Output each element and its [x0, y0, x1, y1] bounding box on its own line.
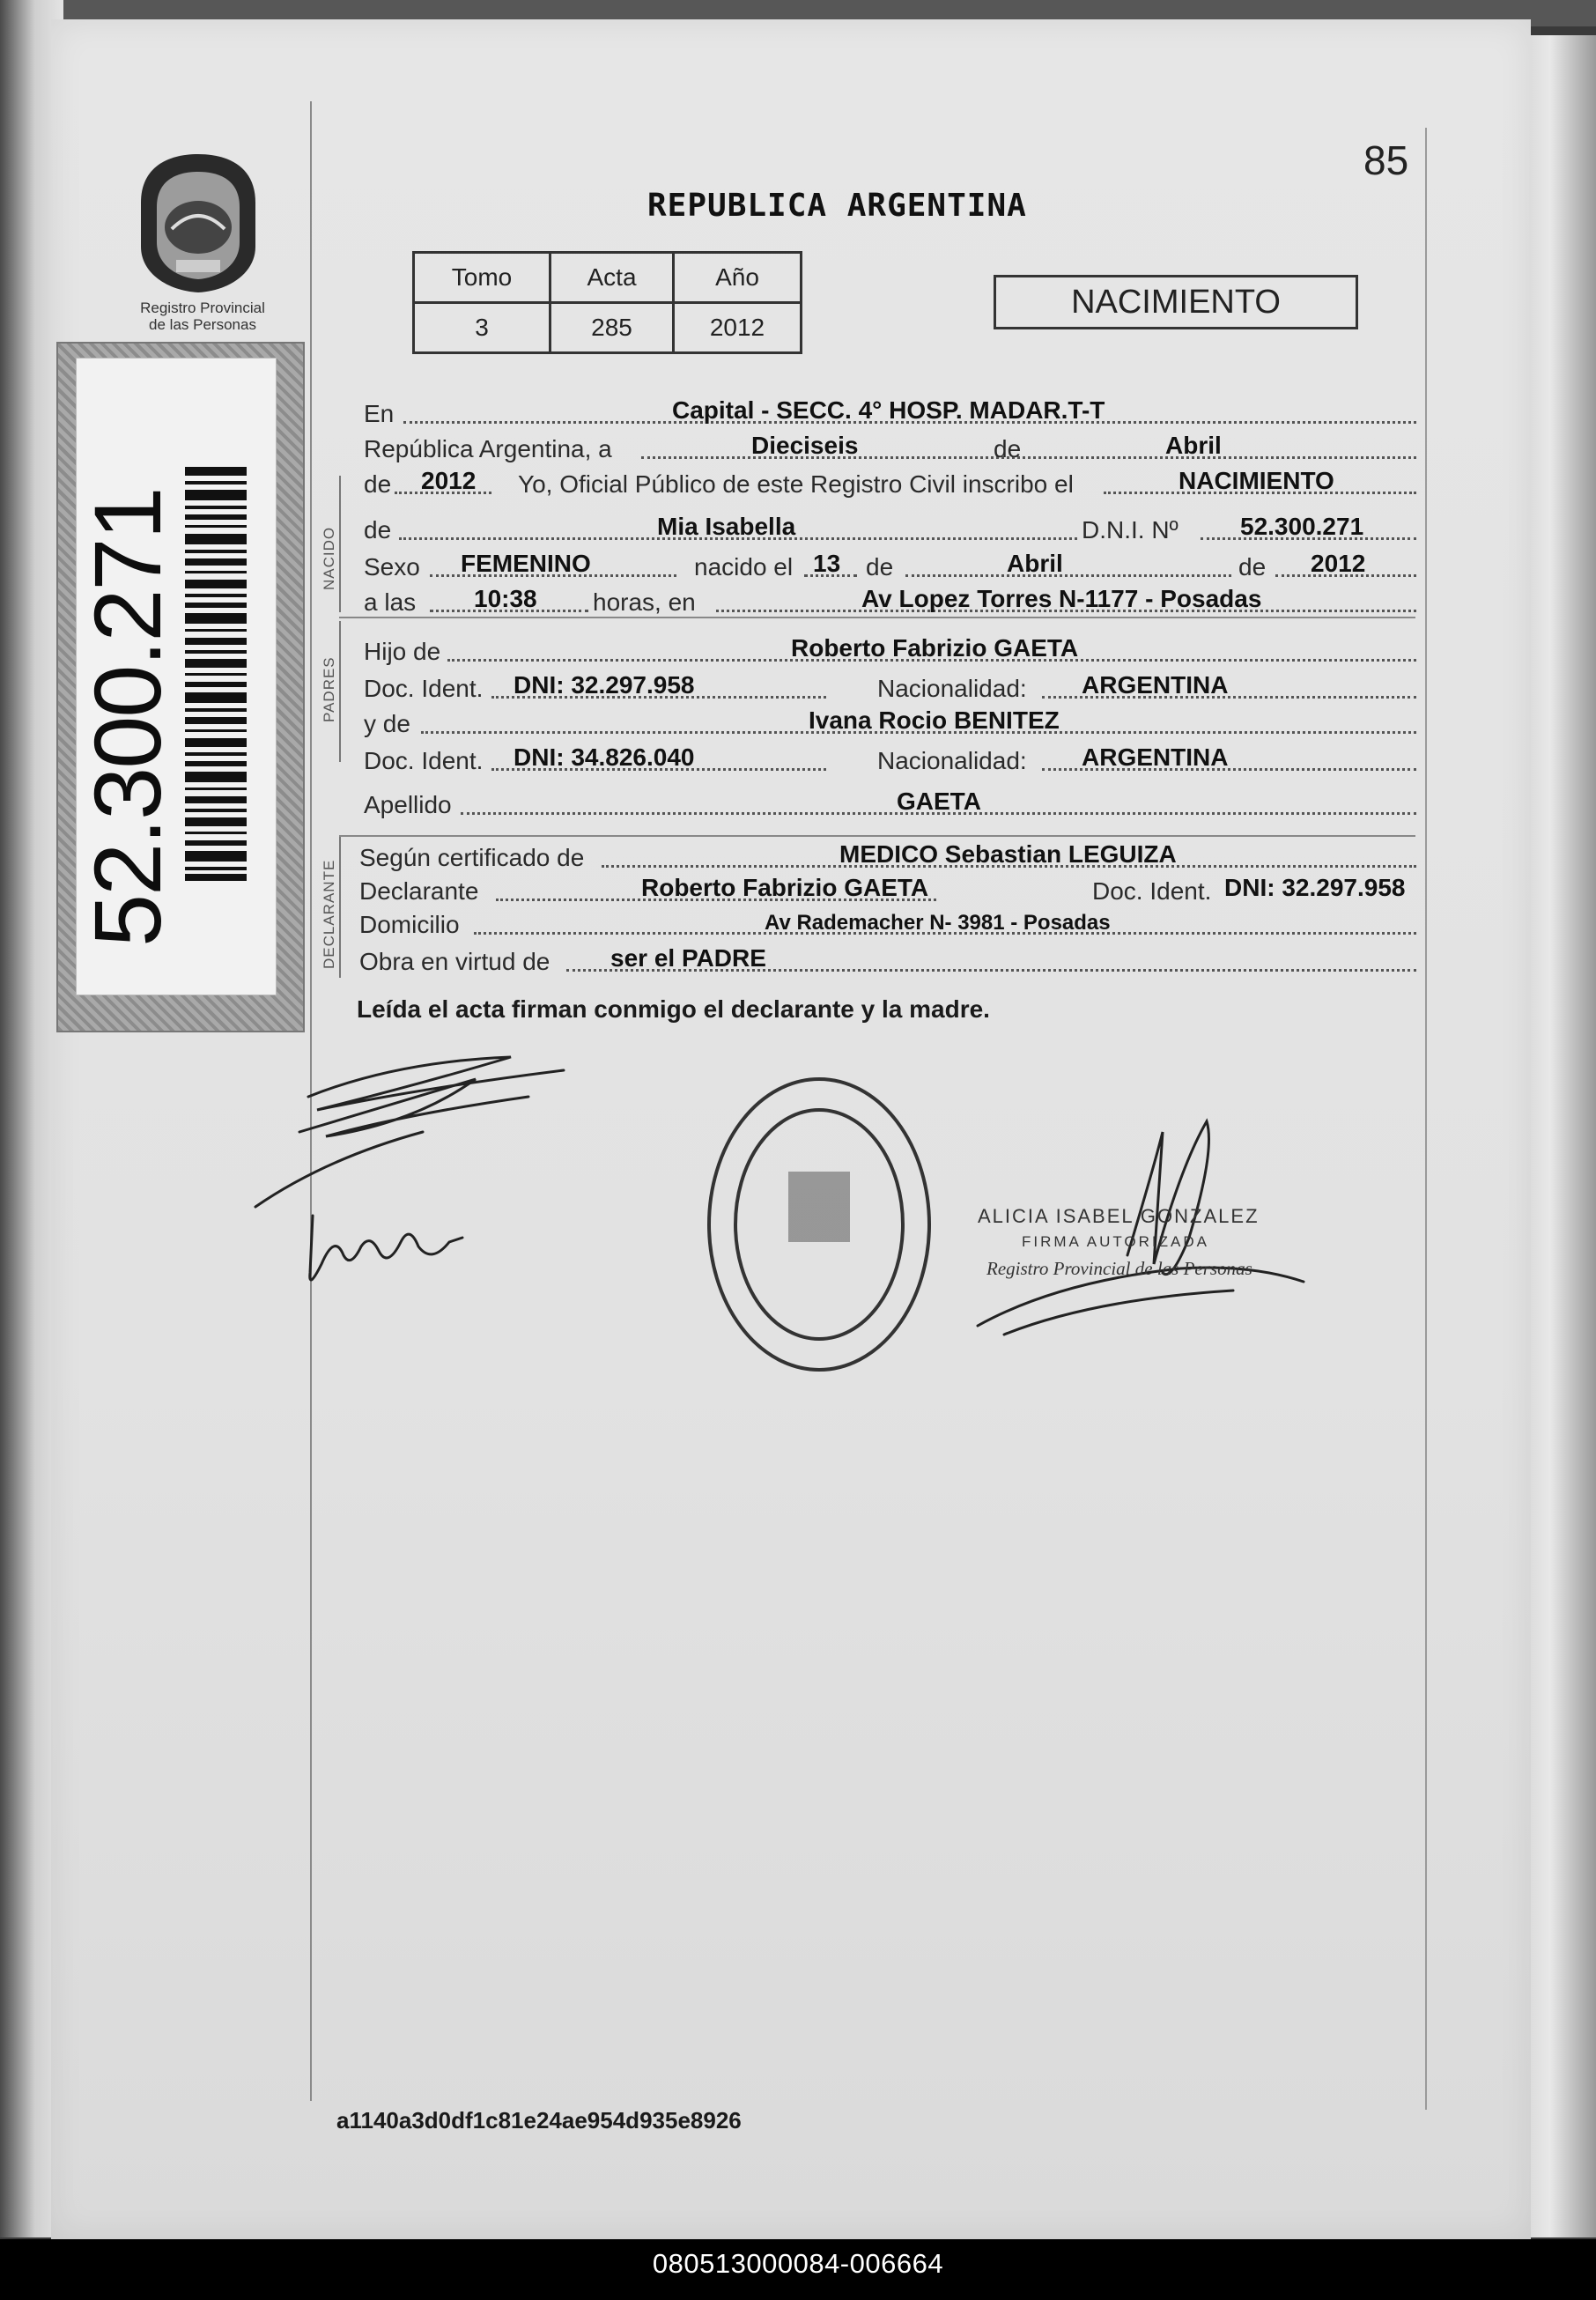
label-republica: República Argentina, a	[364, 435, 612, 462]
record-type-box: NACIMIENTO	[994, 275, 1358, 329]
value-mother-dni: DNI: 34.826.040	[514, 743, 695, 771]
closing-statement: Leída el acta firman conmigo el declarante y la madre.	[357, 995, 990, 1023]
value-birth-place: Av Lopez Torres N-1177 - Posadas	[861, 585, 1262, 612]
row-hijo	[359, 631, 1416, 669]
label-dni: D.N.I. Nº	[1082, 516, 1179, 544]
value-child-name: Mia Isabella	[657, 513, 796, 540]
value-declarant-dni: DNI: 32.297.958	[1224, 874, 1406, 901]
value-certifier: MEDICO Sebastian LEGUIZA	[839, 840, 1177, 868]
value-month: Abril	[1165, 432, 1222, 459]
value-father-name: Roberto Fabrizio GAETA	[791, 634, 1079, 662]
label-doc-ident: Doc. Ident.	[1092, 877, 1212, 905]
value-day-text: Dieciseis	[751, 432, 859, 459]
label-apellido: Apellido	[364, 791, 452, 818]
value-role: ser el PADRE	[610, 944, 766, 972]
value-child-dni: 52.300.271	[1240, 513, 1364, 540]
provincial-emblem-icon	[123, 150, 273, 295]
table-value-acta: 285	[550, 303, 674, 353]
row-anio	[359, 463, 1416, 502]
label-en: En	[364, 400, 395, 427]
label-y-de: y de	[364, 710, 410, 737]
label-de: de	[866, 553, 894, 581]
label-declarante: Declarante	[359, 877, 479, 905]
row-obra	[359, 941, 1416, 980]
value-father-nationality: ARGENTINA	[1082, 671, 1229, 699]
row-en	[359, 393, 1416, 432]
padres-section-bar	[339, 621, 341, 762]
declarante-section-bar	[339, 837, 341, 978]
official-stamp-icon	[696, 1057, 951, 1392]
label-obra: Obra en virtud de	[359, 948, 550, 975]
label-de: de	[364, 470, 392, 498]
label-hijo: Hijo de	[364, 638, 441, 665]
row-republica	[359, 428, 1416, 467]
row-y-de	[359, 703, 1416, 742]
table-header-acta: Acta	[550, 253, 674, 303]
row-nombre	[359, 509, 1416, 548]
value-place: Capital - SECC. 4° HOSP. MADAR.T-T	[672, 396, 1105, 424]
value-year: 2012	[421, 467, 477, 494]
label-domicilio: Domicilio	[359, 911, 460, 938]
value-declarant-name: Roberto Fabrizio GAETA	[641, 874, 929, 901]
row-doc-father	[359, 668, 1416, 706]
table-header-tomo: Tomo	[414, 253, 550, 303]
padres-section-label: PADRES	[321, 656, 337, 722]
label-de: de	[994, 435, 1022, 462]
value-address: Av Rademacher N- 3981 - Posadas	[765, 911, 1111, 935]
nacido-section-bar	[339, 476, 341, 612]
label-de: de	[364, 516, 392, 544]
row-apellido	[359, 784, 1416, 823]
value-event: NACIMIENTO	[1179, 467, 1334, 494]
dotted-line	[905, 574, 1231, 577]
country-title: REPUBLICA ARGENTINA	[647, 188, 1027, 224]
label-doc-ident: Doc. Ident.	[364, 675, 484, 702]
label-hours: horas, en	[593, 588, 696, 616]
registry-statement: Yo, Oficial Público de este Registro Civil inscribo el	[518, 470, 1074, 498]
official-signature-icon	[951, 1114, 1321, 1343]
label-nationality: Nacionalidad:	[877, 675, 1027, 702]
right-page-edge	[1519, 35, 1596, 2237]
signer-office: Registro Provincial de las Personas	[986, 1258, 1252, 1279]
row-sexo	[359, 546, 1416, 585]
dni-sticker-number: 52.300.271	[74, 488, 181, 947]
row-hora	[359, 581, 1416, 620]
nacido-section-label: NACIDO	[321, 526, 337, 590]
value-mother-name: Ivana Rocio BENITEZ	[809, 706, 1060, 734]
registry-label	[97, 300, 308, 333]
signer-role: FIRMA AUTORIZADA	[1022, 1233, 1209, 1250]
footer-id: 080513000084-006664	[652, 2248, 944, 2279]
value-birth-year: 2012	[1311, 550, 1366, 577]
table-value-tomo: 3	[414, 303, 550, 353]
value-time: 10:38	[474, 585, 537, 612]
value-birth-month: Abril	[1007, 550, 1063, 577]
record-table	[412, 251, 802, 354]
value-birth-day: 13	[813, 550, 841, 577]
registry-label-line1: Registro Provincial	[140, 300, 265, 316]
label-nationality: Nacionalidad:	[877, 747, 1027, 774]
table-header-anio: Año	[674, 253, 802, 303]
value-surname: GAETA	[897, 788, 981, 815]
value-sex: FEMENINO	[461, 550, 591, 577]
value-mother-nationality: ARGENTINA	[1082, 743, 1229, 771]
document-hash: a1140a3d0df1c81e24ae954d935e8926	[336, 2107, 742, 2134]
label-de: de	[1238, 553, 1267, 581]
label-sexo: Sexo	[364, 553, 420, 581]
declarante-section-label: DECLARANTE	[321, 859, 337, 969]
right-margin-line	[1425, 128, 1427, 2110]
registry-label-line2: de las Personas	[149, 316, 256, 333]
table-value-anio: 2012	[674, 303, 802, 353]
label-a-las: a las	[364, 588, 417, 616]
barcode-icon	[185, 467, 247, 881]
signer-name: ALICIA ISABEL GONZALEZ	[978, 1205, 1260, 1227]
value-father-dni: DNI: 32.297.958	[514, 671, 695, 699]
row-doc-mother	[359, 740, 1416, 779]
label-born: nacido el	[694, 553, 794, 581]
label-certificado: Según certificado de	[359, 844, 585, 871]
label-doc-ident: Doc. Ident.	[364, 747, 484, 774]
declarant-signature-icon	[247, 1044, 617, 1299]
row-domicilio	[359, 904, 1416, 943]
page-number: 85	[1363, 137, 1409, 183]
